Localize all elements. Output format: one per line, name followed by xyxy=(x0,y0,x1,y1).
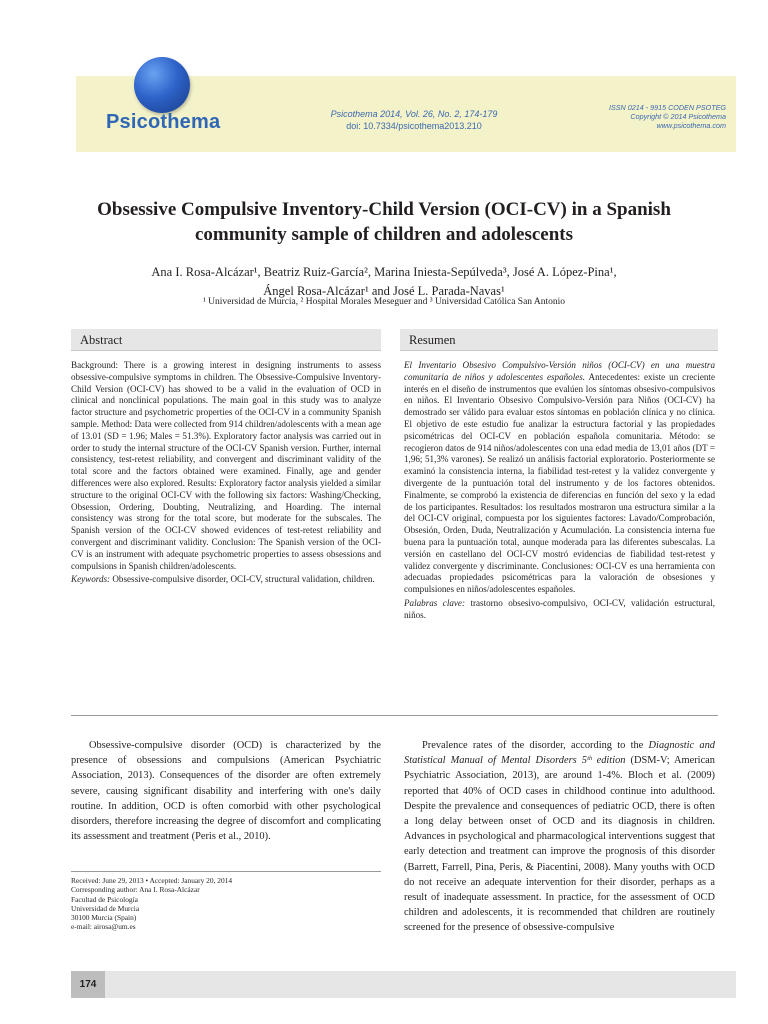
section-divider xyxy=(71,715,718,716)
page-footer-band xyxy=(71,971,736,998)
citation-doi: doi: 10.7334/psicothema2013.210 xyxy=(346,121,482,131)
resumen-keywords xyxy=(404,598,715,622)
resumen-heading: Resumen xyxy=(400,329,718,351)
prevalence-intro: Prevalence rates of the disorder, according to the xyxy=(422,740,644,751)
journal-logo-sphere-icon xyxy=(134,57,190,113)
prevalence-paragraph xyxy=(404,738,715,936)
correspondence-footnote xyxy=(71,876,381,932)
body-column-right xyxy=(404,738,715,936)
journal-citation xyxy=(294,108,534,132)
paper-title-line1: Obsessive Compulsive Inventory-Child Version (OCI-CV) in a Spanish xyxy=(97,199,671,220)
university-line: Universidad de Murcia xyxy=(71,903,140,913)
citation-volume: Psicothema 2014, Vol. 26, No. 2, 174-179 xyxy=(330,109,498,119)
corresponding-author: Corresponding author: Ana I. Rosa-Alcázar xyxy=(71,885,200,895)
page-number: 174 xyxy=(71,971,105,998)
footnote-divider xyxy=(71,871,381,872)
abstract-heading: Abstract xyxy=(71,329,381,351)
faculty-line: Facultad de Psicología xyxy=(71,894,138,904)
city-line: 30100 Murcia (Spain) xyxy=(71,913,137,923)
prevalence-rest: (DSM-V; American Psychiatric Association, 2013), are around 1-4%. Bloch et al. (2009) reported that 40% of OCD cases in childhood continue into adulthood. Despite the prevalence and consequences of pediatric OCD, there is often a long delay between onset of OCD and its diagnosis in children. Advances in psychological and pharmacological interventions suggest that early detection and treatment can improve the prognosis of this disorder (Barrett, Farrell, Pina, Peris, & Piacentini, 2008). Many youths with OCD do not receive an adequate intervention for their disorder, perhaps as a result of inadequate assessment. In practice, for the assessment of OCD children and adolescents, it is recommended that children are routinely screened for the presence of obsessive-compulsive xyxy=(404,755,715,934)
email-line[interactable]: e-mail: airosa@um.es xyxy=(71,922,136,932)
authors-line1: Ana I. Rosa-Alcázar¹, Beatriz Ruiz-García², Marina Iniesta-Sepúlveda³, José A. López-Pina¹, xyxy=(151,265,617,279)
journal-website[interactable]: www.psicothema.com xyxy=(656,121,726,130)
abstract-text-block xyxy=(71,360,381,586)
authors-line2: Ángel Rosa-Alcázar¹ and José L. Parada-Navas¹ xyxy=(263,284,505,298)
affiliations: ¹ Universidad de Murcia, ² Hospital Morales Meseguer and ³ Universidad Católica San Antonio xyxy=(202,297,566,307)
palabras-clave-text: trastorno obsesivo-compulsivo, OCI-CV, validación estructural, niños. xyxy=(404,597,715,620)
resumen-title: El Inventario Obsesivo Compulsivo-Versión niños (OCI-CV) en una muestra comunitaria de niños y adolescentes españoles. xyxy=(404,360,715,382)
body-column-left xyxy=(71,738,381,844)
keywords-text: Obsessive-compulsive disorder, OCI-CV, structural validation, children. xyxy=(112,574,375,585)
dsm-title: Diagnostic and Statistical Manual of Mental Disorders 5ᵗʰ edition xyxy=(404,740,715,767)
palabras-clave-label: Palabras clave: xyxy=(404,597,465,608)
keywords-label: Keywords: xyxy=(71,574,111,585)
intro-paragraph: Obsessive-compulsive disorder (OCD) is characterized by the presence of obsessions and compulsions (American Psychiatric Association, 2013). Consequences of the disorder are often extremely severe, causing significant disability and interfering with one's daily routine. In addition, OCD is often comorbid with other psychological disorders, therefore increasing the degree of discomfort and complicating its assessment and treatment (Peris et al., 2010). xyxy=(71,740,381,843)
copyright-line: Copyright © 2014 Psicothema xyxy=(630,112,726,121)
paper-title xyxy=(60,197,708,247)
dates-line: Received: June 29, 2013 • Accepted: January 20, 2014 xyxy=(71,876,233,885)
issn-line: ISSN 0214 - 9915 CODEN PSOTEG xyxy=(608,103,726,112)
abstract-body: Background: There is a growing interest in designing instruments to assess obsessive-compulsive symptoms in children. The Obsessive-Compulsive Inventory-Child Version (OCI-CV) has showed to be a valid in the evaluation of OCD in clinical and nonclinical populations. The main goal in this study was to analyze factor structure and psychometric properties of the OCI-CV in a community Spanish sample. Method: Data were collected from 914 children/adolescents with a mean age of 13.01 (SD = 1.96; Males = 51.3%). Exploratory factor analysis was carried out in order to study the internal structure of the OCI-CV Spanish version. Further, internal consistency, test-retest reliability, and convergent and discriminant validity of the total score and the factors obtained were examined. Finally, age and gender differences were also explored. Results: Exploratory factor analysis yielded a similar structure to the original OCI-CV with the following six factors: Washing/Checking, Obsession, Ordering, Doubting, Neutralizing, and Hoarding. The internal consistency was strong for the total score, but moderate for the subscales. The Spanish version of the OCI-CV showed evidences of test-retest reliability and convergent and discriminant validity. Conclusion: The Spanish version of the OCI-CV is an instrument with adequate psychometric properties to assess obsessions and compulsions in Spanish children/adolescents. xyxy=(71,360,381,571)
issn-block xyxy=(556,103,726,130)
resumen-body: Antecedentes: existe un creciente interés en el diseño de instrumentos que evalúen los síntomas obsesivo-compulsivos en niños. El Inventario Obsesivo Compulsivo-Versión para Niños (OCI-CV) ha demostrado ser válido para evaluar estos síntomas en población clínica y no clínica. El objetivo de este estudio fue analizar la estructura factorial y las propiedades psicométricas del OCI-CV en población española comunitaria. Método: se recogieron datos de 914 niños/adolescentes con una edad media de 13,01 años (DT = 1,96; 51,3% varones). Se realizó un análisis factorial exploratorio. Posteriormente se examinó la consistencia interna, la fiabilidad test-retest y la validez convergente y divergente de la puntuación total del instrumento y de los factores obtenidos. Finalmente, se comprobó la existencia de diferencias en función del sexo y la edad de los participantes. Resultados: los resultados mostraron una estructura similar a la del OCI-CV original, compuesta por los siguientes factores: Lavado/Comprobación, Obsesión, Orden, Duda, Neutralización y Acumulación. La consistencia interna fue buena para la puntuación total, aunque moderada para las diferentes subescalas. La versión en castellano del OCI-CV mostró evidencias de fiabilidad test-retest y validez convergente y discriminante. Conclusiones: OCI-CV es una herramienta con adecuadas propiedades psicométricas para la valoración de obsesiones y compulsiones en niños/adolescentes españoles. xyxy=(404,371,715,595)
paper-title-line2: community sample of children and adolescents xyxy=(194,224,574,245)
resumen-text-block xyxy=(404,360,715,622)
journal-logo-text: Psicothema xyxy=(106,111,221,133)
abstract-keywords xyxy=(71,574,381,586)
